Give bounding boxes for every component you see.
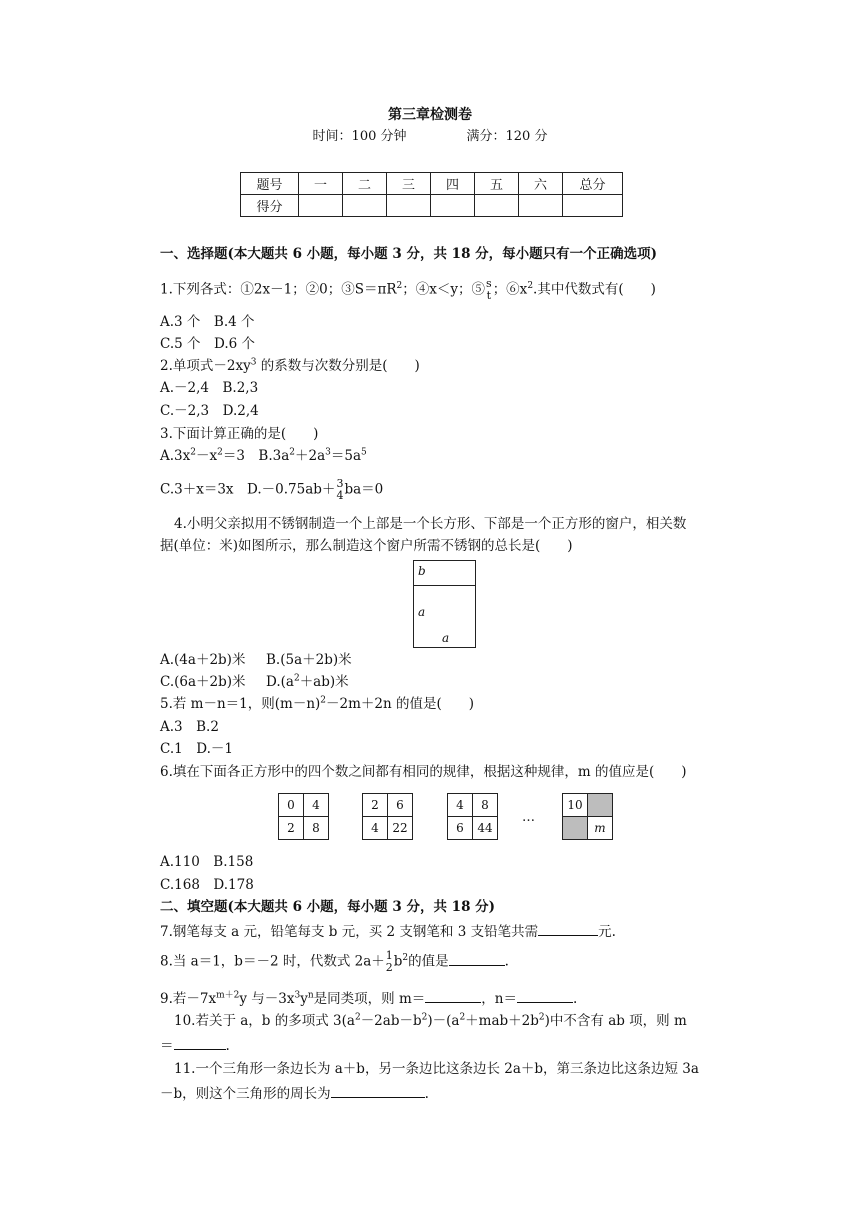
table-cell: 总分 [563, 173, 623, 195]
q8-text: 8.当 a＝1，b＝－2 时，代数式 2a＋ [160, 953, 385, 970]
q1-text: 1.下列各式：①2x－1；②0；③S＝πR [160, 281, 397, 298]
fraction-numerator: s [486, 277, 492, 290]
q8-sup: 2 [402, 953, 409, 963]
question-4-line-2: 据(单位：米)如图所示，那么制造这个窗户所需不锈钢的总长是( ) [160, 538, 573, 554]
label-a-bottom: a [442, 631, 450, 645]
square-cell: 22 [388, 817, 413, 840]
number-square-3 [447, 793, 498, 840]
time-limit: 时间：100 分钟 [312, 129, 407, 144]
score-table-score-row [241, 195, 623, 217]
question-3-stem: 3.下面计算正确的是( ) [160, 426, 319, 442]
q2-text: 2.单项式－2xy [160, 358, 251, 374]
answer-blank[interactable] [538, 921, 598, 936]
shaded-cell [588, 794, 613, 817]
score-table-header-row [241, 173, 623, 195]
q3-sup: 2 [190, 447, 196, 458]
question-5-options-cd: C.1 D.－1 [160, 741, 233, 757]
q3-text: C.3＋x＝3x D.－0.75ab＋ [160, 481, 336, 498]
question-6-options-ab: A.110 B.158 [160, 854, 254, 870]
question-4-line-1: 4.小明父亲拟用不锈钢制造一个上部是一个长方形、下部是一个正方形的窗户，相关数 [174, 516, 687, 532]
square-cell: 10 [563, 794, 588, 817]
q10-text: )中不含有 ab 项，则 m [544, 1013, 687, 1029]
q3-text: A.3x [160, 448, 191, 464]
question-5-options-ab: A.3 B.2 [160, 719, 219, 735]
table-cell: 得分 [241, 195, 299, 217]
fraction-denominator: 4 [336, 489, 344, 502]
score-cell [563, 195, 623, 217]
q10-sup: 2 [538, 1012, 545, 1023]
question-11-line-2 [160, 1083, 429, 1103]
square-cell: 2 [363, 794, 388, 817]
question-3-options-ab [160, 447, 367, 465]
q4-text: D.(a [266, 674, 294, 690]
square-cell: 8 [473, 794, 498, 817]
fraction-numerator: 1 [385, 949, 393, 962]
square-cell: 8 [304, 817, 329, 840]
question-1-options-cd: C.5 个 D.6 个 [160, 336, 256, 352]
score-cell [519, 195, 563, 217]
fraction [336, 478, 343, 502]
q5-sup: 2 [320, 695, 327, 706]
q9-text: 9.若－7x [160, 991, 217, 1007]
answer-blank-n[interactable] [517, 988, 573, 1003]
q9-text: y [300, 991, 308, 1007]
score-cell [299, 195, 343, 217]
q11-text: . [424, 1086, 429, 1102]
q7-text: 7.钢笔每支 a 元，铅笔每支 b 元，买 2 支钢笔和 3 支铅笔共需 [160, 924, 539, 940]
table-cell: 题号 [241, 173, 299, 195]
question-9 [160, 988, 577, 1008]
square-cell: 4 [304, 794, 329, 817]
square-cell: 4 [448, 794, 473, 817]
section-heading-1: 一、选择题(本大题共 6 小题，每小题 3 分，共 18 分，每小题只有一个正确选项) [160, 246, 658, 262]
q10-text: )－(a [427, 1013, 460, 1029]
section-heading-2: 二、填空题(本大题共 6 小题，每小题 3 分，共 18 分) [160, 899, 496, 915]
q3-text: ＋2a [295, 448, 326, 464]
q1-text: ；⑥x [492, 281, 528, 298]
q3-text: －x [195, 448, 218, 464]
q10-text: －2ab－b [360, 1013, 422, 1029]
shaded-cell [563, 817, 588, 840]
ellipsis: … [522, 810, 535, 825]
q10-text: ＝ [160, 1038, 174, 1054]
table-cell: 四 [431, 173, 475, 195]
q7-text: 元. [598, 924, 616, 940]
question-6-options-cd: C.168 D.178 [160, 877, 254, 893]
q8-text: b [393, 953, 403, 970]
answer-blank[interactable] [174, 1035, 226, 1050]
q10-text: . [225, 1038, 230, 1054]
table-cell: 五 [475, 173, 519, 195]
q2-sup: 3 [250, 357, 257, 368]
q9-text: 是同类项，则 m＝ [313, 991, 426, 1007]
question-1-stem [160, 278, 656, 302]
q10-sup: 2 [459, 1012, 466, 1023]
square-cell: 6 [388, 794, 413, 817]
q5-text: －2m＋2n 的值是( ) [326, 696, 475, 712]
label-a-left: a [418, 605, 426, 619]
q5-text: 5.若 m－n＝1，则(m－n) [160, 696, 321, 712]
table-cell: 一 [299, 173, 343, 195]
q9-sup: 3 [294, 990, 301, 1001]
question-4-option-a: A.(4a＋2b)米 [160, 652, 246, 668]
question-10-line-2 [160, 1035, 230, 1055]
q8-text: . [504, 953, 509, 970]
table-cell: 六 [519, 173, 563, 195]
square-cell: 44 [473, 817, 498, 840]
score-cell [343, 195, 387, 217]
q4-sup: 2 [293, 673, 300, 684]
fraction [386, 950, 393, 974]
q3-text: ba＝0 [344, 481, 384, 498]
question-11-line-1: 11.一个三角形一条边长为 a＋b，另一条边比这条边长 2a＋b，第三条边比这条边短 3a [174, 1061, 699, 1077]
question-2-options-cd: C.－2,3 D.2,4 [160, 403, 259, 419]
q10-sup: 2 [354, 1012, 361, 1023]
question-8 [160, 950, 509, 974]
q3-sup: 2 [289, 447, 296, 458]
question-1-options-ab: A.3 个 B.4 个 [160, 314, 255, 330]
page-title: 第三章检测卷 [388, 107, 472, 123]
question-3-options-cd [160, 478, 383, 502]
answer-blank[interactable] [449, 951, 505, 966]
answer-blank-m[interactable] [425, 988, 481, 1003]
question-5-stem [160, 695, 474, 713]
score-cell [431, 195, 475, 217]
answer-blank[interactable] [331, 1083, 425, 1098]
square-cell: 0 [279, 794, 304, 817]
q10-text: 10.若关于 a，b 的多项式 3(a [174, 1013, 355, 1029]
square-cell: 6 [448, 817, 473, 840]
question-6-stem: 6.填在下面各正方形中的四个数之间都有相同的规律，根据这种规律，m 的值应是( ) [160, 764, 687, 780]
q3-sup: 3 [325, 447, 331, 458]
q4-text: ＋ab)米 [299, 674, 349, 690]
number-square-4 [562, 793, 613, 840]
q10-sup: 2 [421, 1012, 428, 1023]
q1-text: .其中代数式有( ) [533, 281, 656, 298]
square-cell-m: m [588, 817, 613, 840]
fraction-denominator: t [486, 289, 492, 302]
table-cell: 二 [343, 173, 387, 195]
table-cell: 三 [387, 173, 431, 195]
score-cell [387, 195, 431, 217]
q2-text: 的系数与次数分别是( ) [256, 358, 420, 374]
q11-text: －b，则这个三角形的周长为 [160, 1086, 331, 1102]
q8-text: 的值是 [408, 953, 449, 970]
q9-sup: m＋2 [216, 990, 240, 1001]
question-10-line-1 [174, 1012, 687, 1030]
score-table [240, 172, 623, 217]
q10-text: ＋mab＋2b [465, 1013, 539, 1029]
question-2-stem [160, 357, 420, 375]
full-score: 满分：120 分 [466, 129, 548, 144]
square-cell: 4 [363, 817, 388, 840]
q3-text: ＝3 B.3a [222, 448, 290, 464]
score-cell [475, 195, 519, 217]
q9-text: ，n＝ [481, 991, 517, 1007]
label-b: b [418, 564, 426, 578]
fraction-denominator: 2 [385, 961, 393, 974]
number-square-2 [362, 793, 413, 840]
square-cell: 2 [279, 817, 304, 840]
exam-info [0, 128, 860, 146]
fraction-numerator: 3 [336, 477, 344, 490]
question-2-options-ab: A.－2,4 B.2,3 [160, 380, 259, 396]
question-4-option-b: B.(5a＋2b)米 [266, 652, 352, 668]
number-square-1 [278, 793, 329, 840]
q3-text: ＝5a [330, 448, 362, 464]
q9-text: y 与－3x [239, 991, 295, 1007]
q9-sup: n [307, 990, 314, 1001]
question-7 [160, 921, 616, 941]
q1-sup: 2 [527, 281, 534, 291]
question-4-option-c: C.(6a＋2b)米 [160, 674, 246, 690]
fraction [486, 278, 492, 302]
q3-sup: 5 [361, 447, 367, 458]
q9-text: . [572, 991, 578, 1007]
q1-sup: 2 [396, 281, 403, 291]
window-figure [413, 560, 476, 648]
q3-sup: 2 [217, 447, 223, 458]
question-4-option-d [266, 673, 349, 691]
window-divider [414, 585, 475, 586]
q1-text: ；④x＜y；⑤ [402, 281, 486, 298]
